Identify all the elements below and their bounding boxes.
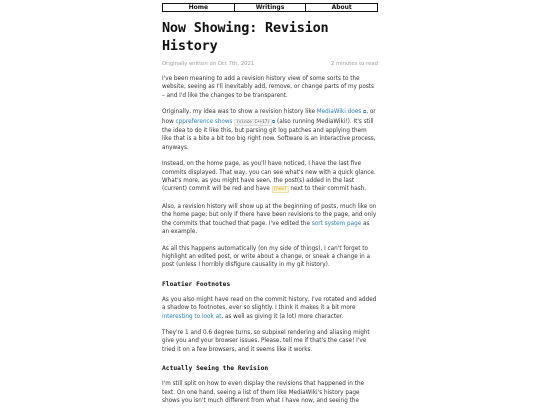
read-time: 2 minutes to read (330, 61, 378, 67)
text-segment: as an example. (162, 220, 370, 236)
post-title: Now Showing: Revision History (162, 20, 329, 54)
external-link-icon: ⧉ (271, 119, 276, 125)
heading-seeing-revision: Actually Seeing the Revision (162, 365, 269, 373)
text-segment: Instead, on the home page, as you'll have noticed, I have the last five commits displayed. That way, you can see what's new with a quick glance. What's more, as you might have seen, the post(s) added in the last (current) commit will be red and have (162, 161, 376, 193)
interesting-link[interactable]: interesting to look at (162, 313, 222, 320)
paragraph-display-revisions: I'm still split on how to even display the revisions that happened in the text. On one hand, seeing a list of them like MediaWiki's history page shows you isn't much different from what I have now, and seeing the (162, 381, 365, 404)
written-date: Originally written on Oct 7th, 2021 (162, 61, 255, 67)
heading-floatier-footnotes: Floatier Footnotes (162, 280, 231, 288)
text-segment: , as well as giving it (a lot) more character. (221, 313, 344, 320)
sort-system-page-link[interactable]: sort system page (311, 220, 362, 227)
post-content (162, 16, 378, 413)
text-segment: , or how (162, 109, 376, 125)
top-nav (162, 3, 378, 12)
text-segment: Originally, my idea was to show a revision history like (162, 109, 317, 116)
paragraph-revision-history (162, 203, 378, 237)
external-link-icon: ⧉ (362, 110, 367, 116)
nav-writings-link[interactable]: Writings (235, 4, 307, 11)
nav-home-link[interactable]: Home (163, 4, 235, 11)
text-segment: Also, a revision history will show up at the beginning of posts, much like on the home page; but only if there have been revisions to the page, and only the commits that touched that page. I've edited the (162, 203, 377, 227)
paragraph-original-idea (162, 108, 378, 152)
paragraph-automatic: As all this happens automatically (on my side of things), I can't forget to highlight an edited post, or write about a change, or sneak a change in a post (unless I horribly disfigure causality in my git history). (162, 245, 371, 269)
since-cpp17-code: (since C++17) (236, 119, 270, 125)
text-segment: (also running MediaWiki!). It's still the idea to do it like this, but parsing git log patches and applying them like that is a bite a bit too big right now. Software is an interactive process, anyways. (162, 118, 376, 151)
paragraph-degree-turns: They're 1 and 0.6 degree turns, so subpixel rendering and aliasing might give you and your browser issues. Please, tell me if that's the case! I've tried it on a few browsers, and it seems like it works. (162, 329, 370, 353)
paragraph-footnotes (162, 296, 378, 321)
cppreference-link[interactable]: cppreference shows (175, 118, 233, 125)
paragraph-intro: I've been meaning to add a revision history view of some sorts to the website, seeing as I'll inevitably add, remove, or change parts of my posts – and I'd like the changes to be transparent. (162, 76, 374, 99)
text-segment: next to their commit hash. (288, 186, 367, 193)
mediawiki-link[interactable]: MediaWiki does (316, 109, 362, 116)
new-badge-code: [new] (273, 187, 287, 193)
nav-about-link[interactable]: About (331, 3, 352, 11)
text-segment: As you also might have read on the commit history, I've rotated and added a shadow to footnotes, ever so slightly. I think it makes it a bit more (162, 296, 377, 312)
post-meta (162, 61, 378, 67)
paragraph-home-page (162, 160, 378, 195)
